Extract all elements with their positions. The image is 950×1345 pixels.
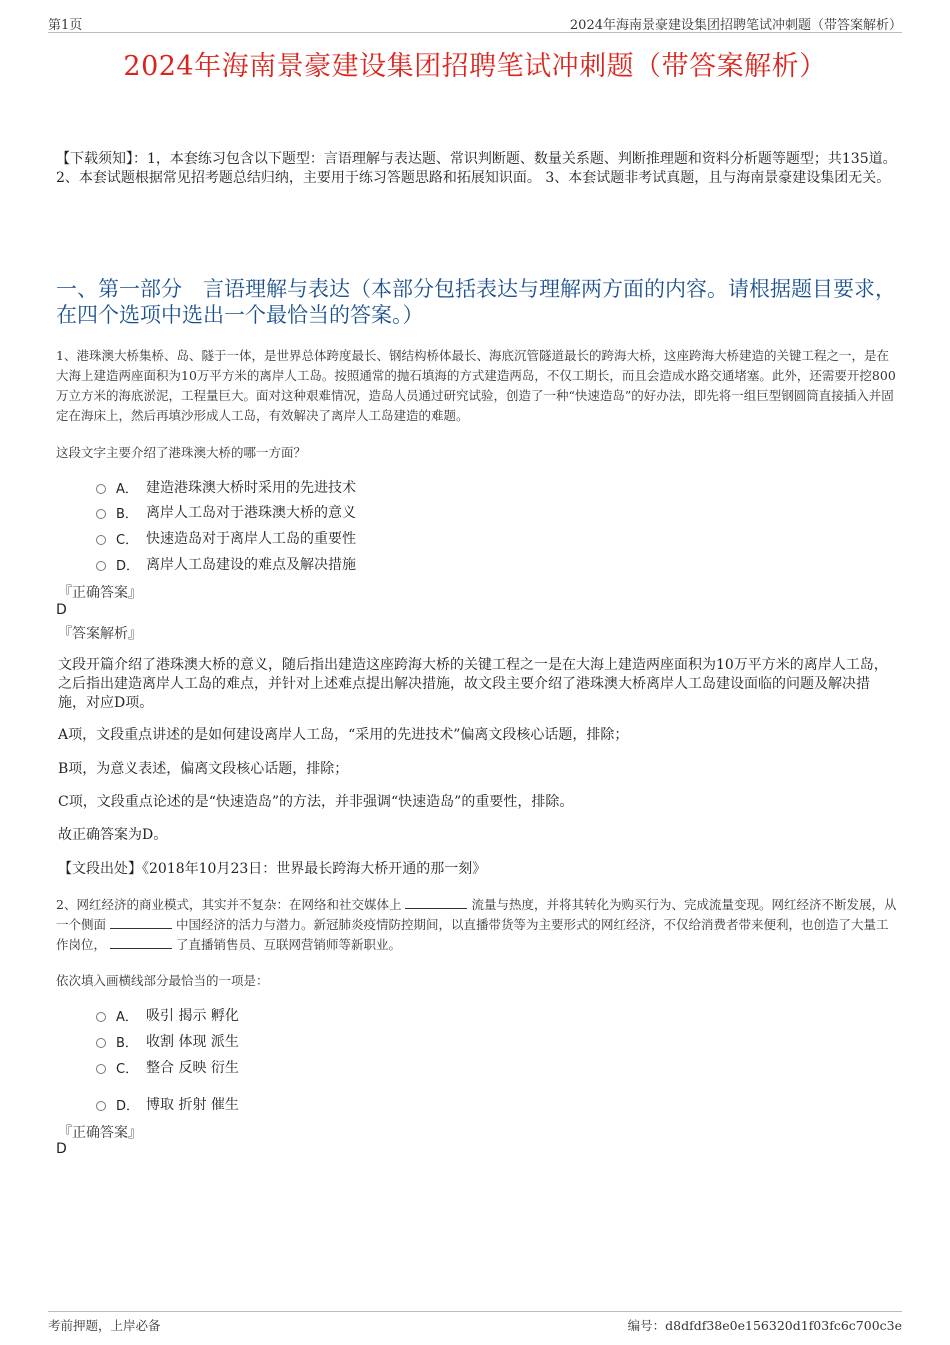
q2-answer: D bbox=[56, 1141, 67, 1157]
header-doc-title: 2024年海南景豪建设集团招聘笔试冲刺题（带答案解析） bbox=[569, 18, 902, 33]
q2-option-b[interactable]: B． 收割 体现 派生 bbox=[96, 1031, 239, 1051]
footer-serial: 编号：d8dfdf38e0e156320d1f03fc6c700c3e bbox=[627, 1318, 902, 1333]
page-title: 2024年海南景豪建设集团招聘笔试冲刺题（带答案解析） bbox=[123, 51, 827, 82]
q1-option-a[interactable]: A． 建造港珠澳大桥时采用的先进技术 bbox=[96, 477, 356, 497]
q1-analysis-label: 『答案解析』 bbox=[58, 626, 142, 642]
q1-question: 这段文字主要介绍了港珠澳大桥的哪一方面？ bbox=[56, 445, 307, 460]
download-notice: 【下载须知】：1，本套练习包含以下题型：言语理解与表达题、常识判断题、数量关系题、判断推理题和资料分析题等题型；共135道。 2、本套试题根据常见招考题总结归纳，主要用于练习答题思路和拓展知识面。 3、本套试题非考试真题，且与海南景豪建设集团无关。 bbox=[56, 151, 897, 186]
q1-source: 【文段出处】《2018年10月23日：世界最长跨海大桥开通的那一刻》 bbox=[58, 861, 487, 877]
radio-icon[interactable] bbox=[96, 1101, 106, 1111]
q2-option-a[interactable]: A． 吸引 揭示 孵化 bbox=[96, 1005, 239, 1025]
q1-analysis-a: A项，文段重点讲述的是如何建设离岸人工岛，“采用的先进技术”偏离文段核心话题，排除； bbox=[58, 727, 629, 743]
q1-option-d[interactable]: D． 离岸人工岛建设的难点及解决措施 bbox=[96, 554, 356, 574]
q1-option-c[interactable]: C． 快速造岛对于离岸人工岛的重要性 bbox=[96, 528, 356, 548]
fill-blank-2[interactable] bbox=[110, 916, 172, 929]
q1-option-b[interactable]: B． 离岸人工岛对于港珠澳大桥的意义 bbox=[96, 502, 356, 522]
page-header bbox=[48, 14, 902, 33]
q2-option-d[interactable]: D． 博取 折射 催生 bbox=[96, 1094, 239, 1114]
q1-analysis-c: C项，文段重点论述的是“快速造岛”的方法，并非强调“快速造岛”的重要性，排除。 bbox=[58, 794, 574, 810]
radio-icon[interactable] bbox=[96, 1064, 106, 1074]
q1-analysis-conclusion: 故正确答案为D。 bbox=[58, 827, 168, 843]
q1-answer: D bbox=[56, 602, 67, 618]
radio-icon[interactable] bbox=[96, 1038, 106, 1048]
section-heading: 一、第一部分 言语理解与表达（本部分包括表达与理解两方面的内容。请根据题目要求，在四个选项中选出一个最恰当的答案。） bbox=[56, 277, 896, 327]
page-footer bbox=[48, 1311, 902, 1333]
radio-icon[interactable] bbox=[96, 1012, 106, 1022]
q2-answer-label: 『正确答案』 bbox=[58, 1125, 142, 1141]
q1-analysis-main: 文段开篇介绍了港珠澳大桥的意义，随后指出建造这座跨海大桥的关键工程之一是在大海上建造两座面积为10万平方米的离岸人工岛，之后指出建造离岸人工岛的难点，并针对上述难点提出解决措施，故文段主要介绍了港珠澳大桥离岸人工岛建设面临的问题及解决措施，对应D项。 bbox=[58, 657, 888, 711]
q2-passage: 2、网红经济的商业模式，其实并不复杂：在网络和社交媒体上 流量与热度，并将其转化为购买行为、完成流量变现。网红经济不断发展，从一个侧面 中国经济的活力与潜力。新冠肺炎疫情防控期间，以直播带货等为主要形式的网红经济，不仅给消费者带来便利，也创造了大量工作岗位， 了直播销售员、互联网营销师等新职业。 bbox=[56, 897, 897, 952]
q1-passage: 1、港珠澳大桥集桥、岛、隧于一体，是世界总体跨度最长、钢结构桥体最长、海底沉管隧道最长的跨海大桥，这座跨海大桥建造的关键工程之一，是在大海上建造两座面积为10万平方米的离岸人工岛。按照通常的抛石填海的方式建造两岛，不仅工期长，而且会造成水路交通堵塞。此外，还需要开挖800万立方米的海底淤泥，工程量巨大。面对这种艰难情况，造岛人员通过研究试验，创造了一种“快速造岛”的好办法，即先将一组巨型钢圆筒直接插入并固定在海床上，然后再填沙形成人工岛，有效解决了离岸人工岛建造的难题。 bbox=[56, 348, 896, 423]
q2-question: 依次填入画横线部分最恰当的一项是： bbox=[56, 973, 269, 988]
fill-blank-3[interactable] bbox=[110, 936, 172, 949]
q1-analysis-b: B项，为意义表述，偏离文段核心话题，排除； bbox=[58, 761, 349, 777]
q1-answer-label: 『正确答案』 bbox=[58, 585, 142, 601]
fill-blank-1[interactable] bbox=[405, 896, 467, 909]
radio-icon[interactable] bbox=[96, 561, 106, 571]
radio-icon[interactable] bbox=[96, 535, 106, 545]
page-number: 第1页 bbox=[48, 18, 83, 33]
footer-slogan: 考前押题，上岸必备 bbox=[48, 1318, 161, 1333]
q2-option-c[interactable]: C． 整合 反映 衍生 bbox=[96, 1057, 239, 1077]
radio-icon[interactable] bbox=[96, 484, 106, 494]
radio-icon[interactable] bbox=[96, 509, 106, 519]
